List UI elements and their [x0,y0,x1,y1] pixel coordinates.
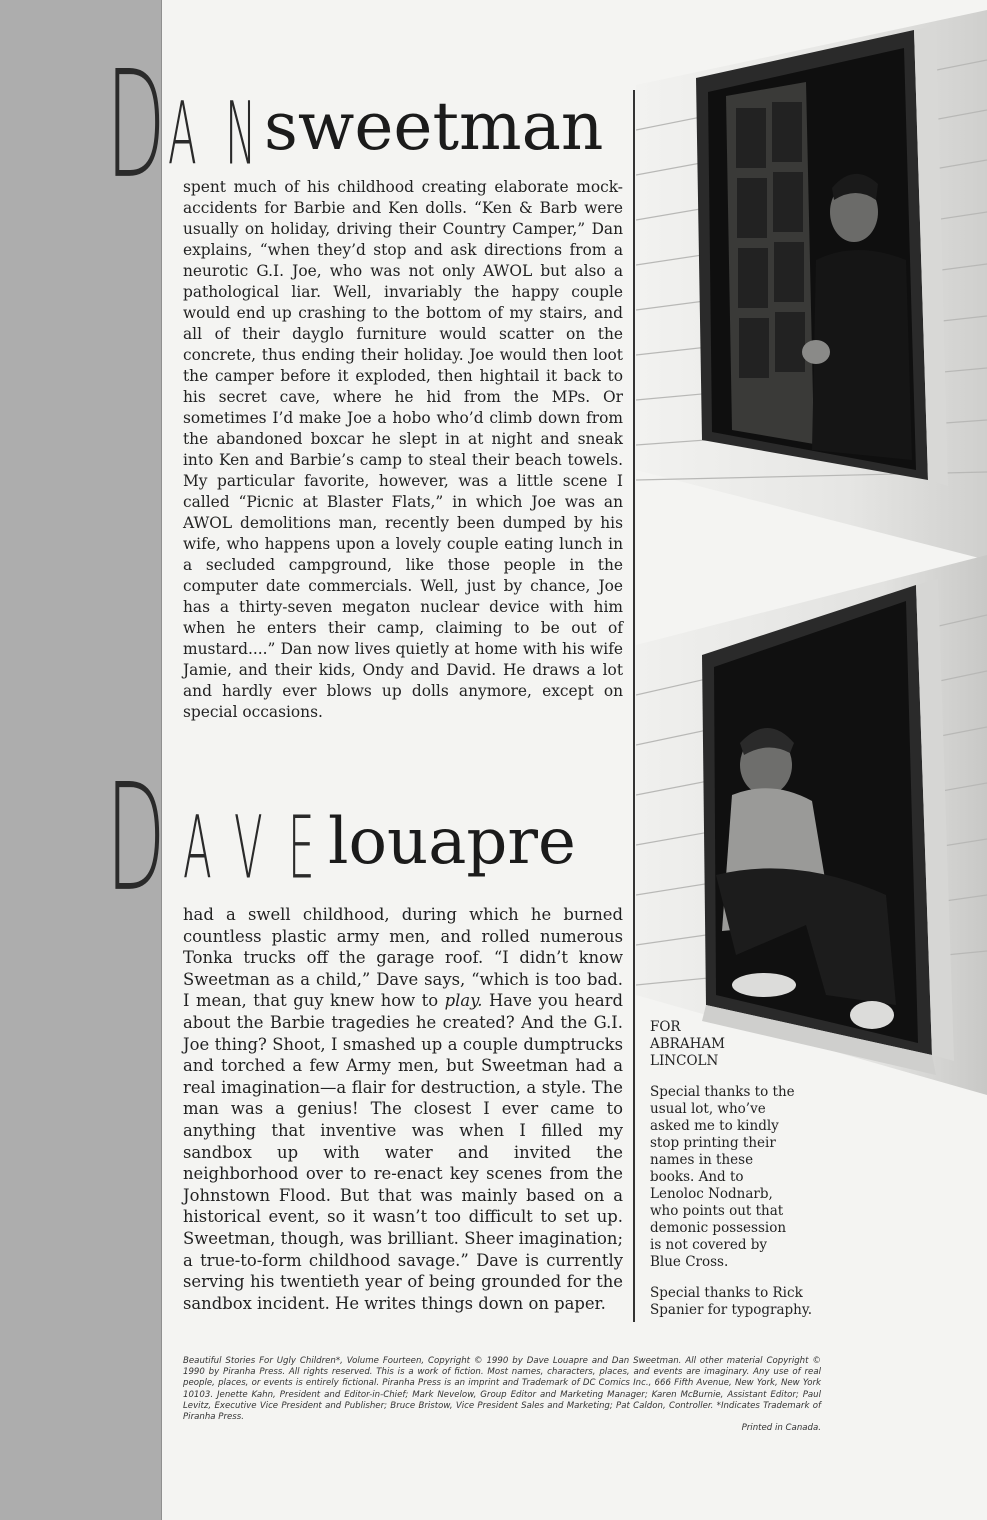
bio-louapre-emphasis: play. [444,991,483,1011]
initial-d-2: D [106,752,166,925]
initial-v-2: V [234,798,263,899]
special-thanks-2: Special thanks to Rick Spanier for typography. [650,1285,812,1318]
surname-sweetman: sweetman [264,88,604,165]
legal-copyright [183,1356,821,1434]
legal-text: Beautiful Stories For Ugly Children*, Volume Fourteen, Copyright © 1990 by Dave Louapre and Dan Sweetman. All other material Copyright © 1990 by Piranha Press. All rights reserved. This is a work of fiction. Most names, characters, places, and events are imaginary. Any use of real people, places, or events is entirely fictional. Piranha Press is an imprint and Trademark of DC Comics Inc., 666 Fifth Avenue, New York, New York 10103. Jenette Kahn, President and Editor-in-Chief; Mark Nevelow, Group Editor and Marketing Manager; Karen McBurnie, Assistant Editor; Paul Levitz, Executive Vice President and Publisher; Bruce Bristow, Vice President Sales and Marketing; Pat Caldon, Controller. *Indicates Trademark of Piranha Press. [183,1356,821,1423]
dedication: FOR ABRAHAM LINCOLN [650,1019,725,1069]
initial-d-1: D [106,39,166,212]
printed-in: Printed in Canada. [741,1423,821,1434]
credits-block [650,1019,825,1333]
initial-e-2: E [288,798,315,899]
special-thanks-1: Special thanks to the usual lot, who’ve asked me to kindly stop printing their names in these books. And to Lenoloc Nodnarb, who points out that demonic possession is not covered by Blue Cross. [650,1084,795,1270]
photo-man-in-window [636,0,987,560]
photo-top-illustration [636,0,987,560]
initial-a-2: A [183,798,212,899]
initial-a-1: A [168,84,197,185]
column-divider [633,90,635,1322]
bio-louapre-part2: Have you heard about the Barbie tragedies he created? And the G.I. Joe thing? Shoot, I smashed up a couple dumptrucks and torched a few Army men, but Sweetman had a real imagination—a flair for destruction, a style. The man was a genius! The closest I ever came to anything that inventive was when I filled my sandbox up with water and invited the neighborhood over to re-enact key scenes from the Johnstown Flood. But that was mainly based on a historical event, so it wasn’t too difficult to set up. Sweetman, though, was brilliant. Sheer imagination; a true-to-form childhood savage.” Dave is currently serving his twentieth year of being grounded for the sandbox incident. He writes things down on paper. [183,991,623,1313]
bio-louapre-part1: had a swell childhood, during which he burned countless plastic army men, and rolled numerous Tonka trucks off the garage roof. “I didn’t know Sweetman as a child,” Dave says, “which is too bad. I mean, that guy knew how to [183,905,623,1011]
surname-louapre: louapre [328,805,576,879]
bio-sweetman: spent much of his childhood creating elaborate mock-accidents for Barbie and Ken dolls. “Ken & Barb were usually on holiday, driving their Country Camper,” Dan explains, “when they’d stop and ask directions from a neurotic G.I. Joe, who was not only AWOL but also a pathological liar. Well, invariably the happy couple would end up crashing to the bottom of my stairs, and all of their dayglo furniture would scatter on the concrete, thus ending their holiday. Joe would then loot the camper before it exploded, then hightail it back to his secret cave, where he hid from the MPs. Or sometimes I’d make Joe a hobo who’d climb down from the abandoned boxcar he slept in at night and sneak into Ken and Barbie’s camp to steal their beach towels. My particular favorite, however, was a little scene I called “Picnic at Blaster Flats,” in which Joe was an AWOL demolitions man, recently been dumped by his wife, who happens upon a lovely couple eating lunch in a secluded campground, like those people in the computer date commercials. Well, just by chance, Joe has a thirty-seven megaton nuclear device with him when he enters their camp, claiming to be out of mustard....” Dan now lives quietly at home with his wife Jamie, and their kids, Ondy and David. He draws a lot and hardly ever blows up dolls anymore, except on special occasions. [183,178,623,721]
initial-n-1: N [225,84,257,185]
bio-louapre [183,904,623,1314]
